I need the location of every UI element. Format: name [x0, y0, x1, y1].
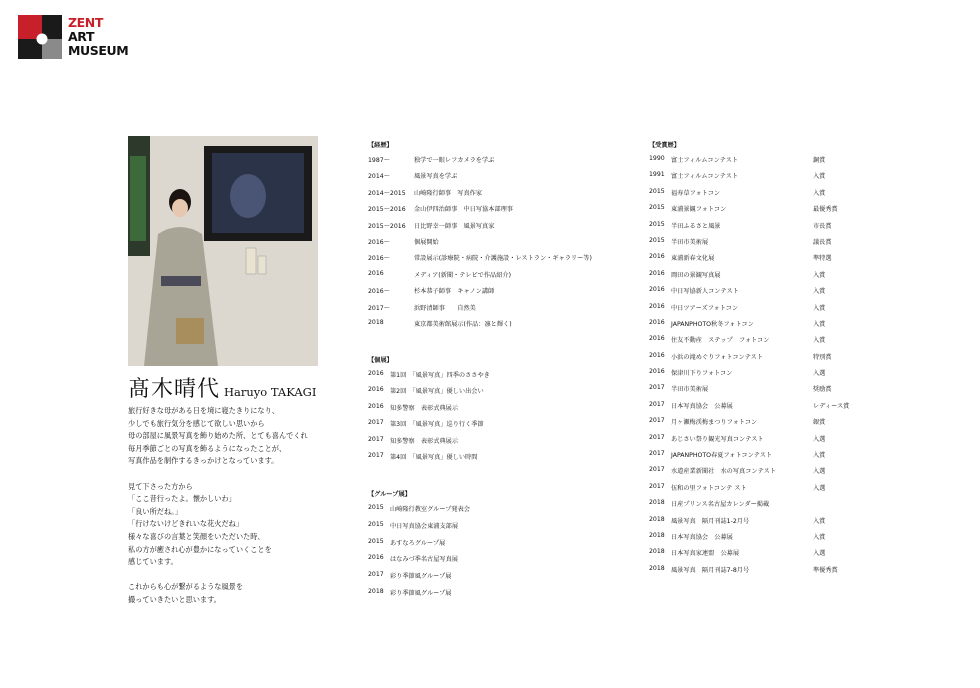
career-text: 東京都美術館展示(作品：凛と輝く) [414, 320, 512, 328]
career-text: 浜野清師事 自然美 [414, 304, 476, 312]
career-year: 2018 [368, 318, 384, 326]
award-year: 2015 [649, 220, 665, 228]
career-year: 2014～2015 [368, 189, 406, 197]
solo-year: 2016 [368, 370, 384, 377]
bio-line: 写真作品を制作するきっかけとなっています。 [128, 456, 279, 466]
award-row [649, 237, 849, 253]
award-year: 1991 [649, 171, 665, 179]
award-prize: 入選 [813, 550, 826, 558]
group-row [368, 521, 470, 538]
award-row [649, 188, 849, 204]
award-year: 2018 [649, 499, 665, 507]
career-year: 2015～2016 [368, 206, 406, 214]
award-row [649, 253, 849, 269]
award-prize: 奨励賞 [813, 386, 832, 394]
solo-row [368, 386, 490, 402]
career-text: 日比野幸一師事 風景写真家 [414, 222, 495, 230]
bio-line: 見て下さった方から [128, 481, 193, 491]
award-prize: 入賞 [813, 320, 826, 328]
solo-title: 【個展】 [368, 357, 393, 364]
group-title: 【グループ展】 [368, 491, 411, 498]
award-year: 2017 [649, 417, 665, 425]
award-contest: 日本写真協会 公募展 [671, 402, 733, 410]
award-year: 2016 [649, 269, 665, 277]
artist-photo [128, 136, 318, 366]
group-row [368, 504, 470, 521]
solo-text: 第2回 「風景写真」優しい出会い [390, 388, 484, 396]
logo-line-zent: ZENT [68, 15, 103, 30]
award-row [649, 532, 849, 548]
career-text: メディア(新聞・テレビで作品紹介) [414, 271, 512, 279]
award-row [649, 483, 849, 499]
group-text: あすなろグループ展 [390, 539, 446, 547]
museum-logo[interactable] [18, 15, 129, 59]
group-year: 2017 [368, 571, 384, 579]
award-contest: JAPANPHOTO春夏フォトコンテスト [671, 452, 773, 460]
award-prize: 最優秀賞 [813, 206, 838, 214]
award-contest: 富士フィルムコンテスト [671, 157, 739, 164]
career-row [368, 237, 592, 253]
award-year: 2015 [649, 236, 665, 244]
award-contest: 東浦景観フォトコン [671, 206, 727, 214]
career-row [368, 204, 592, 220]
career-year: 2017～ [368, 304, 390, 312]
bio-line: これからも心が繋がるような風景を [128, 582, 244, 592]
career-row [368, 270, 592, 286]
awards-title: 【受賞歴】 [649, 142, 680, 149]
group-text: 中日写真協会東浦支部展 [390, 522, 459, 530]
bio-line: 旅行好きな母がある日を境に寝たきりになり、 [128, 406, 279, 415]
award-contest: 福寿草フォトコン [671, 189, 720, 197]
award-row [649, 204, 849, 220]
award-prize: 銅賞 [813, 157, 826, 164]
award-row [649, 401, 849, 417]
award-contest: 伍和の里フォトコンテ スト [671, 484, 747, 492]
career-text: 山崎隆行師事 写真作家 [414, 189, 483, 197]
award-contest: 風景写真 隔月刊誌7-8月号 [671, 566, 750, 574]
career-row [368, 319, 592, 335]
award-prize: 議長賞 [813, 238, 832, 246]
group-year: 2015 [368, 520, 384, 528]
solo-row [368, 419, 490, 435]
solo-row [368, 452, 490, 468]
career-row [368, 221, 592, 237]
award-prize: 入選 [813, 370, 826, 378]
group-exhibitions-section [368, 489, 470, 605]
award-contest: 日本写真協会 公募展 [671, 533, 733, 541]
award-year: 2018 [649, 548, 665, 556]
career-text: 常設展示(診療院・病院・介護施設・レストラン・ギャラリー等) [414, 255, 592, 263]
group-row [368, 588, 470, 605]
bio-line: 私の方が癒され心が豊かになっていくことを [128, 544, 272, 554]
group-text: 彩り季節風グループ展 [390, 589, 452, 597]
bio-paragraph [128, 405, 338, 468]
bio-paragraph [128, 581, 338, 606]
award-prize: 準優秀賞 [813, 566, 838, 574]
solo-exhibitions-section [368, 355, 490, 468]
bio-line: 様々な喜びの言葉と笑顔をいただいた時、 [128, 531, 265, 541]
award-prize: 入賞 [813, 452, 826, 460]
award-row [649, 221, 849, 237]
career-year: 2014～ [368, 173, 390, 181]
award-year: 2017 [649, 450, 665, 458]
career-row [368, 286, 592, 302]
award-year: 2018 [649, 564, 665, 572]
bio-line: 毎月季節ごとの写真を飾るようになったことが、 [128, 443, 287, 453]
award-contest: 保津川下りフォトコン [671, 370, 733, 378]
award-year: 2016 [649, 286, 665, 294]
award-row [649, 368, 849, 384]
award-row [649, 171, 849, 187]
solo-text: 第3回 「風景写真」巡り行く季節 [390, 421, 484, 429]
career-text: 個展開始 [414, 238, 439, 246]
group-year: 2015 [368, 537, 384, 545]
bio-line: 母の部屋に風景写真を飾り始めた所、とても喜んでくれ [128, 431, 308, 441]
solo-text: 知多警察 表彰式典展示 [390, 437, 459, 445]
award-contest: 半田市美術展 [671, 238, 709, 246]
award-row [649, 516, 849, 532]
award-year: 2016 [649, 335, 665, 343]
award-prize: 入賞 [813, 337, 826, 345]
award-prize: 入選 [813, 484, 826, 492]
award-year: 2017 [649, 384, 665, 392]
solo-year: 2017 [368, 451, 384, 459]
award-year: 2017 [649, 482, 665, 490]
award-prize: 入賞 [813, 517, 826, 525]
award-row [649, 303, 849, 319]
artist-name-en: Haruyo TAKAGI [224, 385, 317, 399]
award-prize: 入賞 [813, 533, 826, 541]
award-row [649, 384, 849, 400]
bio-line: 感じています。 [128, 557, 178, 567]
career-section [368, 140, 592, 335]
award-row [649, 155, 849, 171]
group-year: 2015 [368, 504, 384, 511]
award-prize: 市長賞 [813, 222, 832, 230]
logo-line-art: ART [68, 29, 95, 44]
career-year: 2016～ [368, 288, 390, 296]
award-prize: 入賞 [813, 271, 826, 279]
award-prize: 入選 [813, 435, 826, 443]
career-year: 2016～ [368, 255, 390, 263]
bio-line: 少しでも旅行気分を感じて欲しい思いから [128, 418, 265, 428]
award-prize: 入賞 [813, 189, 826, 197]
award-prize: レディース賞 [813, 402, 850, 410]
award-row [649, 417, 849, 433]
logo-line-museum: MUSEUM [68, 43, 129, 58]
award-row [649, 548, 849, 564]
award-contest: 東浦新春文化展 [671, 255, 715, 263]
award-row [649, 286, 849, 302]
award-contest: 日本写真家連盟 公募展 [671, 550, 740, 558]
career-text: 独学で一眼レフカメラを学ぶ [414, 157, 495, 164]
award-year: 2018 [649, 515, 665, 523]
solo-year: 2016 [368, 386, 384, 394]
award-contest: 中日ツアーズフォトコン [671, 304, 739, 312]
group-row [368, 571, 470, 588]
award-year: 2015 [649, 204, 665, 212]
award-row [649, 565, 849, 581]
award-row [649, 352, 849, 368]
award-prize: 特別賞 [813, 353, 832, 361]
award-prize: 入賞 [813, 173, 826, 181]
career-row [368, 303, 592, 319]
award-contest: JAPANPHOTO秋冬フォトコン [671, 320, 754, 328]
career-row [368, 188, 592, 204]
career-year: 2015～2016 [368, 222, 406, 230]
solo-text: 知多警察 表彰式典展示 [390, 404, 459, 412]
award-prize: 入賞 [813, 304, 826, 312]
solo-row [368, 370, 490, 386]
group-text: 山崎隆行教室グループ発表会 [390, 506, 470, 513]
award-contest: 月ヶ瀬梅渓梅まつりフォトコン [671, 419, 758, 427]
award-contest: 中日写協新人コンテスト [671, 288, 739, 296]
career-text: 杉本恭子師事 キャノン講師 [414, 288, 495, 296]
solo-text: 第1回 「風景写真」四季のささやき [390, 372, 490, 379]
award-contest: 風景写真 隔月刊誌1-2月号 [671, 517, 750, 525]
award-year: 2016 [649, 318, 665, 326]
solo-year: 2016 [368, 402, 384, 410]
award-year: 2015 [649, 187, 665, 195]
bio-line: 「ここ昔行ったよ。懐かしいわ」 [128, 494, 236, 504]
award-contest: 岡田の景観写真展 [671, 271, 721, 279]
award-prize: 準特選 [813, 255, 832, 263]
career-title: 【経歴】 [368, 142, 393, 149]
award-contest: あじさい祭り観光写真コンテスト [671, 435, 764, 443]
bio-line: 「行けないけどきれいな花火だね」 [128, 519, 244, 529]
career-row [368, 155, 592, 171]
award-year: 2016 [649, 368, 665, 376]
award-row [649, 335, 849, 351]
award-year: 2018 [649, 531, 665, 539]
career-text: 金山伊四治師事 中日写協本部理事 [414, 206, 513, 214]
award-prize: 入賞 [813, 288, 826, 296]
award-contest: 富士フィルムコンテスト [671, 173, 739, 181]
bio-line: 撮っていきたいと思います。 [128, 594, 221, 604]
bio-paragraph [128, 481, 338, 569]
award-contest: 半田市美術展 [671, 386, 709, 394]
group-year: 2018 [368, 587, 384, 595]
career-text: 風景写真を学ぶ [414, 173, 458, 181]
award-year: 2016 [649, 351, 665, 359]
group-text: 彩り季節風グループ展 [390, 573, 452, 581]
solo-row [368, 436, 490, 452]
award-prize: 銀賞 [813, 419, 826, 427]
career-year: 2016～ [368, 238, 390, 246]
award-contest: 日産プリンス名古屋カレンダー掲載 [671, 501, 770, 509]
award-prize: 入選 [813, 468, 826, 476]
group-year: 2016 [368, 554, 384, 562]
award-row [649, 466, 849, 482]
award-contest: 小浜の滝めぐりフォトコンテスト [671, 353, 764, 361]
award-row [649, 450, 849, 466]
award-contest: 水道産業新聞社 水の写真コンテスト [671, 468, 776, 476]
logo-mark-icon [18, 15, 62, 59]
artist-name-jp: 髙木晴代 [128, 377, 221, 402]
solo-year: 2017 [368, 419, 384, 427]
group-text: はなみづ季名古屋写真展 [390, 556, 458, 564]
career-year: 2016 [368, 269, 384, 277]
award-year: 2016 [649, 253, 665, 261]
solo-text: 第4回 「風景写真」優しい時間 [390, 453, 478, 461]
solo-year: 2017 [368, 435, 384, 443]
artist-name [128, 372, 316, 403]
award-year: 2017 [649, 466, 665, 474]
award-year: 1990 [649, 155, 665, 162]
group-row [368, 538, 470, 555]
award-year: 2017 [649, 400, 665, 408]
logo-wordmark [68, 16, 128, 58]
solo-row [368, 403, 490, 419]
career-row [368, 171, 592, 187]
award-row [649, 319, 849, 335]
bio-line: 「良い所だね。」 [128, 506, 182, 516]
award-contest: 住友不動産 ステップ フォトコン [671, 337, 770, 345]
award-row [649, 270, 849, 286]
career-row [368, 253, 592, 269]
group-row [368, 554, 470, 571]
awards-section [649, 140, 849, 581]
award-contest: 半田ふるさと風景 [671, 222, 721, 230]
award-year: 2016 [649, 302, 665, 310]
award-row [649, 499, 849, 515]
award-year: 2017 [649, 433, 665, 441]
career-year: 1987～ [368, 157, 390, 164]
artist-statement [128, 405, 338, 619]
award-row [649, 434, 849, 450]
